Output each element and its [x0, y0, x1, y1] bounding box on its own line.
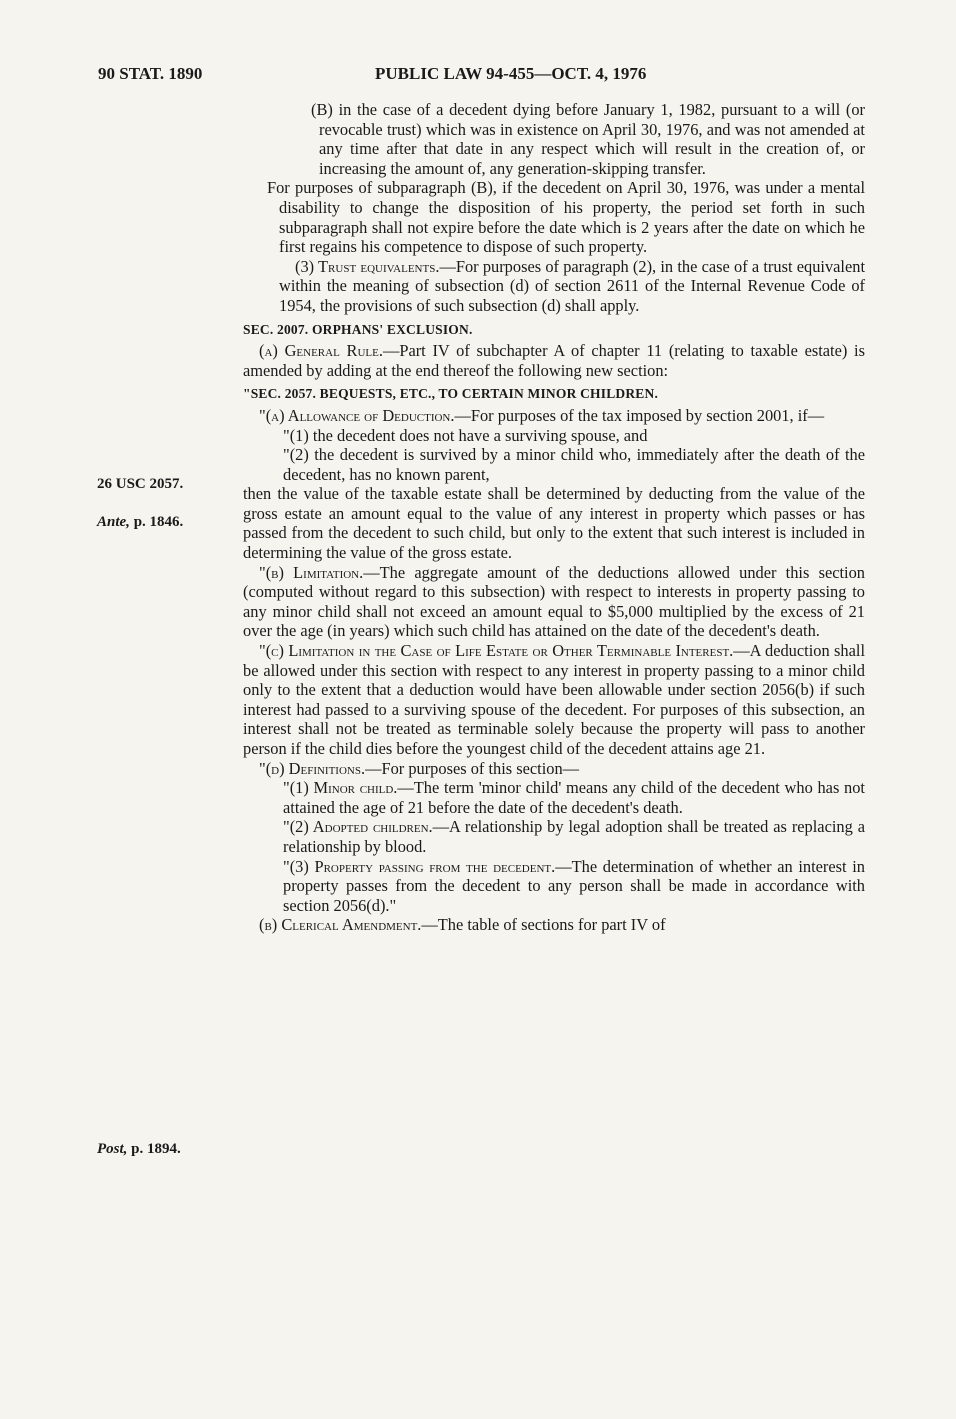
quoted-subsection-d-body: —For purposes of this section— — [365, 758, 580, 778]
page-header-title: PUBLIC LAW 94-455—OCT. 4, 1976 — [375, 64, 647, 83]
definition-2-heading: "(2) Adopted children. — [283, 817, 433, 837]
definition-3 — [243, 857, 865, 916]
body-text — [243, 100, 865, 935]
margin-note-ante-page: p. 1846. — [129, 514, 184, 530]
paragraph-b: (B) in the case of a decedent dying before January 1, 1982, pursuant to a will (or revocable trust) which was in existence on April 30, 1976, and was not amended at any time after that date in any respect which will result in the creation of, or increasing the amount of, any generation-skipping transfer. — [311, 100, 865, 178]
quoted-subsection-a-heading: "(a) Allowance of Deduction. — [259, 405, 455, 425]
margin-note-ante-label: Ante, — [97, 514, 130, 530]
paragraph-3-body: —For purposes of paragraph (2), in the case of a trust equivalent within the meaning of subsection (d) of section 2611 of the Internal Revenue Code of 1954, the provisions of such subsection (d) shall apply. — [279, 256, 865, 315]
definition-2 — [243, 817, 865, 856]
quoted-subsection-b-body: —The aggregate amount of the deductions allowed under this section (computed without regard to this subsection) with respect to interests in property passing to any minor child shall not exceed an amount equal to $5,000 multiplied by the excess of 21 over the age (in years) which such child has attained on the date of the decedent's death. — [243, 562, 866, 641]
quoted-subsection-b-heading: "(b) Limitation. — [259, 562, 364, 582]
margin-note-post-label: Post, — [97, 1141, 128, 1157]
subsection-a-body: —Part IV of subchapter A of chapter 11 (relating to taxable estate) is amended by adding at the end thereof the following new section: — [243, 341, 865, 380]
margin-note-post — [97, 1141, 181, 1158]
subsection-a — [243, 341, 865, 380]
section-2007-heading: SEC. 2007. ORPHANS' EXCLUSION. — [243, 321, 473, 337]
paragraph-b-followup: For purposes of subparagraph (B), if the decedent on April 30, 1976, was under a mental disability to change the disposition of his property, the period set forth in such subparagraph shall not expire before the date which is 2 years after the date on which he first regains his competence to dispose of such property. — [267, 178, 865, 257]
then-paragraph: then the value of the taxable estate shall be determined by deducting from the value of the gross estate an amount equal to the value of any interest in property which passes or has passed from the decedent to such child, but only to the extent that such interest is included in determining the value of the gross estate. — [243, 484, 865, 563]
clause-1: "(1) the decedent does not have a surviving spouse, and — [283, 425, 648, 445]
clerical-amendment-heading: (b) Clerical Amendment. — [259, 915, 422, 935]
clerical-amendment-body: —The table of sections for part IV of — [421, 915, 666, 935]
definition-1-heading: "(1) Minor child. — [283, 778, 398, 798]
quoted-subsection-c — [243, 641, 865, 759]
definition-3-body: —The determination of whether an interest in property passes from the decedent to any person shall be made in accordance with section 2056(d)." — [283, 856, 865, 915]
page-header-stat: 90 STAT. 1890 — [98, 64, 203, 83]
clerical-amendment — [243, 915, 865, 935]
quoted-subsection-c-heading: "(c) Limitation in the Case of Life Estate or Other Terminable Interest. — [259, 641, 734, 661]
margin-note-post-page: p. 1894. — [127, 1141, 181, 1157]
definition-1 — [243, 778, 865, 817]
margin-note-usc: 26 USC 2057. — [97, 476, 184, 492]
quoted-subsection-d-heading: "(d) Definitions. — [259, 758, 366, 778]
quoted-subsection-a — [243, 406, 865, 426]
definition-2-body: —A relationship by legal adoption shall be treated as replacing a relationship by blood. — [283, 817, 865, 856]
margin-note-ante — [97, 514, 183, 531]
quoted-subsection-b — [243, 563, 865, 641]
definition-3-heading: "(3) Property passing from the decedent. — [283, 856, 556, 876]
paragraph-3 — [243, 257, 865, 316]
section-2057-heading: "SEC. 2057. BEQUESTS, ETC., TO CERTAIN MINOR CHILDREN. — [243, 386, 659, 402]
quoted-subsection-a-body: —For purposes of the tax imposed by section 2001, if— — [454, 405, 825, 425]
paragraph-3-heading: (3) Trust equivalents. — [295, 256, 440, 276]
clause-2: "(2) the decedent is survived by a minor child who, immediately after the death of the decedent, has no known parent, — [283, 445, 865, 484]
quoted-subsection-c-body: —A deduction shall be allowed under this section with respect to any interest in property passing to a minor child only to the extent that a deduction would have been allowable under section 2056(b) if such interest had passed to a surviving spouse of the decedent. For purposes of this subsection, an interest shall not be treated as terminable solely because the property will pass to another person if the child dies before the youngest child of the decedent attains age 21. — [243, 641, 865, 758]
quoted-subsection-d — [243, 759, 865, 779]
subsection-a-heading: (a) General Rule. — [259, 341, 383, 361]
definition-1-body: —The term 'minor child' means any child of the decedent who has not attained the age of 21 before the date of the decedent's death. — [283, 778, 865, 817]
